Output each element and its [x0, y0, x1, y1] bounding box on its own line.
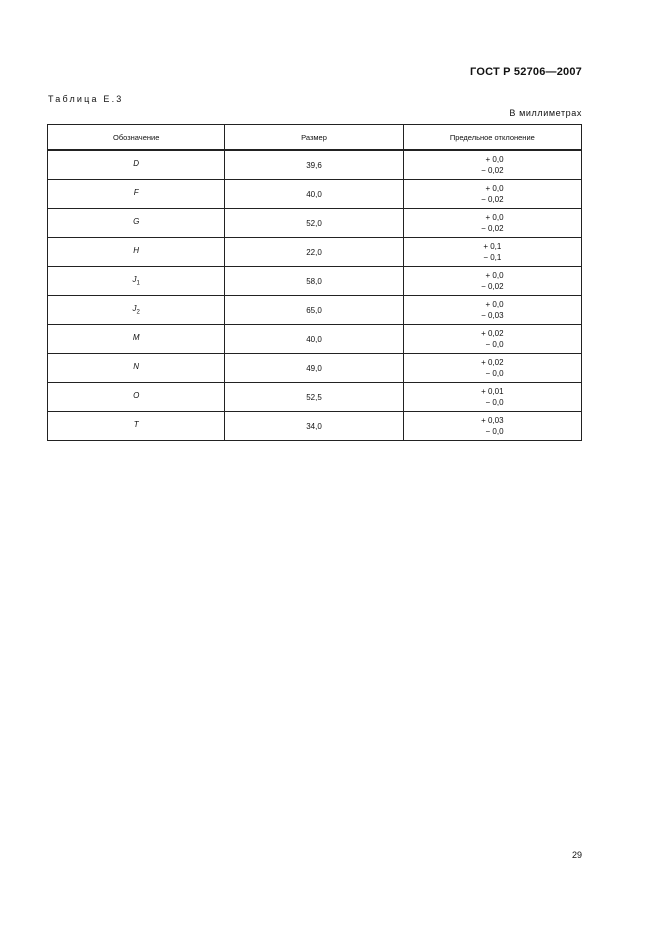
table-row: [48, 354, 582, 383]
size-cell: 34,0: [225, 412, 403, 441]
lower-deviation: − 0,0: [485, 398, 504, 407]
deviation-cell: [403, 296, 581, 325]
designation-cell: [48, 180, 225, 209]
size-cell: 58,0: [225, 267, 403, 296]
designation: O: [133, 391, 140, 401]
size-cell: 52,0: [225, 209, 403, 238]
designation-cell: [48, 267, 225, 296]
table-caption: Таблица Е.3: [48, 94, 124, 104]
upper-deviation: + 0,0: [485, 271, 504, 280]
table-row: [48, 383, 582, 412]
lower-deviation: − 0,02: [481, 166, 504, 175]
designation: F: [133, 188, 139, 198]
upper-deviation: + 0,03: [481, 416, 504, 425]
deviation-cell: [403, 180, 581, 209]
size-cell: 40,0: [225, 180, 403, 209]
deviation-cell: [403, 238, 581, 267]
designation: N: [133, 362, 140, 372]
column-header-size: Размер: [225, 125, 403, 151]
lower-deviation: − 0,02: [481, 195, 504, 204]
designation: J: [132, 275, 137, 285]
designation-cell: [48, 150, 225, 180]
designation-cell: [48, 412, 225, 441]
deviation-cell: [403, 150, 581, 180]
deviation-cell: [403, 325, 581, 354]
upper-deviation: + 0,0: [485, 213, 504, 222]
designation: M: [132, 333, 140, 343]
designation-subscript: 1: [136, 280, 140, 287]
table-header-row: [48, 125, 582, 151]
table-row: [48, 238, 582, 267]
upper-deviation: + 0,02: [481, 358, 504, 367]
upper-deviation: + 0,1: [483, 242, 502, 251]
table-row: [48, 180, 582, 209]
designation-cell: [48, 383, 225, 412]
lower-deviation: − 0,0: [485, 427, 504, 436]
designation: G: [133, 217, 140, 227]
table-row: [48, 296, 582, 325]
upper-deviation: + 0,0: [485, 155, 504, 164]
size-cell: 49,0: [225, 354, 403, 383]
lower-deviation: − 0,0: [485, 369, 504, 378]
deviation-cell: [403, 354, 581, 383]
size-cell: 52,5: [225, 383, 403, 412]
size-cell: 39,6: [225, 150, 403, 180]
lower-deviation: − 0,02: [481, 282, 504, 291]
designation: H: [133, 246, 140, 256]
page-number: 29: [571, 850, 582, 860]
units-note: В миллиметрах: [509, 108, 582, 118]
upper-deviation: + 0,0: [485, 300, 504, 309]
deviation-cell: [403, 412, 581, 441]
size-cell: 65,0: [225, 296, 403, 325]
upper-deviation: + 0,0: [485, 184, 504, 193]
document-code: ГОСТ Р 52706—2007: [470, 66, 582, 78]
upper-deviation: + 0,02: [481, 329, 504, 338]
deviation-cell: [403, 267, 581, 296]
lower-deviation: − 0,1: [483, 253, 502, 262]
table-row: [48, 150, 582, 180]
table-row: [48, 209, 582, 238]
lower-deviation: − 0,03: [481, 311, 504, 320]
lower-deviation: − 0,0: [485, 340, 504, 349]
size-cell: 40,0: [225, 325, 403, 354]
deviation-cell: [403, 209, 581, 238]
designation: T: [133, 420, 139, 430]
designation-cell: [48, 296, 225, 325]
designation-subscript: 2: [136, 309, 140, 316]
table-row: [48, 412, 582, 441]
deviation-cell: [403, 383, 581, 412]
table-row: [48, 267, 582, 296]
table-row: [48, 325, 582, 354]
designation: D: [133, 159, 140, 169]
table-body: [48, 150, 582, 441]
column-header-designation: Обозначение: [48, 125, 225, 151]
designation-cell: [48, 325, 225, 354]
column-header-deviation: Предельное отклонение: [403, 125, 581, 151]
designation: J: [132, 304, 137, 314]
designation-cell: [48, 209, 225, 238]
designation-cell: [48, 354, 225, 383]
upper-deviation: + 0,01: [481, 387, 504, 396]
size-cell: 22,0: [225, 238, 403, 267]
dimensions-table: [47, 124, 582, 441]
designation-cell: [48, 238, 225, 267]
lower-deviation: − 0,02: [481, 224, 504, 233]
